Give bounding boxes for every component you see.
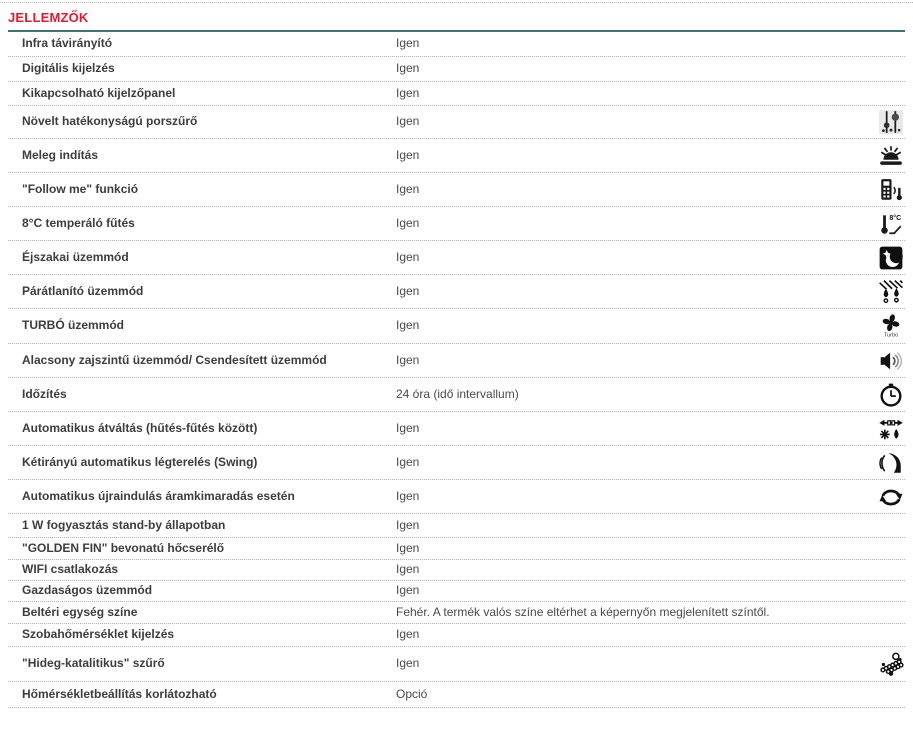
feature-row [8, 139, 905, 173]
feature-label: Automatikus újraindulás áramkimaradás esetén [22, 488, 295, 503]
feature-value: Igen [396, 61, 420, 76]
feature-label: WIFI csatlakozás [22, 562, 119, 577]
feature-row [8, 344, 905, 378]
feature-row [8, 581, 905, 602]
feature-value: Igen [396, 352, 420, 367]
feature-label: Időzítés [22, 386, 67, 401]
follow-me-icon [877, 177, 905, 203]
timer-icon [877, 382, 905, 408]
turbo-icon [877, 313, 905, 339]
auto-restart-icon [877, 484, 905, 510]
temp-heating-icon [877, 211, 905, 237]
feature-value: Igen [396, 36, 420, 51]
feature-label: Infra távirányító [22, 36, 113, 51]
feature-value: Igen [396, 147, 420, 162]
auto-changeover-icon [877, 416, 905, 442]
feature-label: 1 W fogyasztás stand-by állapotban [22, 517, 226, 532]
section-title: JELLEMZŐK [8, 3, 905, 32]
svg-text:8°C: 8°C [889, 214, 902, 222]
feature-row [8, 241, 905, 275]
feature-value: Igen [396, 454, 420, 469]
feature-label: Beltéri egység színe [22, 604, 138, 619]
feature-row [8, 275, 905, 309]
feature-label: Kikapcsolható kijelzőpanel [22, 85, 176, 100]
svg-text:Turbo: Turbo [883, 332, 899, 339]
feature-row [8, 378, 905, 412]
feature-row [8, 560, 905, 581]
feature-label: Automatikus átváltás (hűtés-fűtés között) [22, 420, 258, 435]
feature-label: "Follow me" funkció [22, 181, 139, 196]
feature-label: 8°C temperáló fűtés [22, 215, 135, 230]
feature-row [8, 514, 905, 538]
feature-label: "Hideg-katalitikus" szűrő [22, 656, 165, 671]
feature-row [8, 682, 905, 708]
feature-value: Igen [396, 85, 420, 100]
feature-value: Igen [396, 249, 420, 264]
feature-value: Igen [396, 656, 420, 671]
feature-value: Igen [396, 583, 420, 598]
feature-value: Igen [396, 318, 420, 333]
feature-row [8, 309, 905, 344]
feature-row [8, 106, 905, 139]
feature-row [8, 602, 905, 624]
swing-icon [877, 450, 905, 476]
feature-label: Alacsony zajszintű üzemmód/ Csendesített üzemmód [22, 352, 327, 367]
feature-label: TURBÓ üzemmód [22, 318, 124, 333]
feature-value: Igen [396, 517, 420, 532]
feature-label: Digitális kijelzés [22, 61, 115, 76]
feature-label: Gazdaságos üzemmód [22, 583, 153, 598]
feature-value: Igen [396, 420, 420, 435]
feature-value: Igen [396, 215, 420, 230]
dehumidify-icon [877, 279, 905, 305]
feature-row [8, 173, 905, 207]
warm-start-icon [877, 143, 905, 169]
feature-label: Növelt hatékonyságú porszűrő [22, 114, 198, 129]
quiet-mode-icon [877, 348, 905, 374]
feature-value: Fehér. A termék valós színe eltérhet a képernyőn megjelenített színtől. [396, 604, 770, 619]
feature-value: Igen [396, 562, 420, 577]
feature-row [8, 32, 905, 57]
feature-value: 24 óra (idő intervallum) [396, 386, 519, 401]
feature-value: Igen [396, 114, 420, 129]
feature-row [8, 57, 905, 82]
feature-label: Kétirányú automatikus légterelés (Swing) [22, 454, 258, 469]
feature-label: Meleg indítás [22, 147, 99, 162]
feature-value: Igen [396, 181, 420, 196]
feature-row [8, 538, 905, 560]
feature-row [8, 647, 905, 682]
feature-label: Párátlanító üzemmód [22, 283, 144, 298]
feature-label: Éjszakai üzemmód [22, 249, 129, 264]
feature-value: Igen [396, 540, 420, 555]
feature-value: Igen [396, 627, 420, 642]
features-table [8, 32, 905, 708]
feature-row [8, 480, 905, 514]
feature-label: "GOLDEN FIN" bevonatú hőcserélő [22, 540, 225, 555]
feature-row [8, 624, 905, 647]
feature-value: Opció [396, 686, 428, 701]
features-panel [0, 2, 913, 708]
night-mode-icon [877, 245, 905, 271]
dust-filter-icon [877, 109, 905, 135]
feature-row [8, 446, 905, 480]
feature-value: Igen [396, 283, 420, 298]
feature-row [8, 412, 905, 446]
feature-label: Szobahőmérséklet kijelzés [22, 627, 175, 642]
feature-value: Igen [396, 488, 420, 503]
feature-row [8, 82, 905, 106]
feature-label: Hőmérsékletbeállítás korlátozható [22, 686, 217, 701]
feature-row [8, 207, 905, 241]
cold-catalyst-icon [877, 651, 905, 677]
